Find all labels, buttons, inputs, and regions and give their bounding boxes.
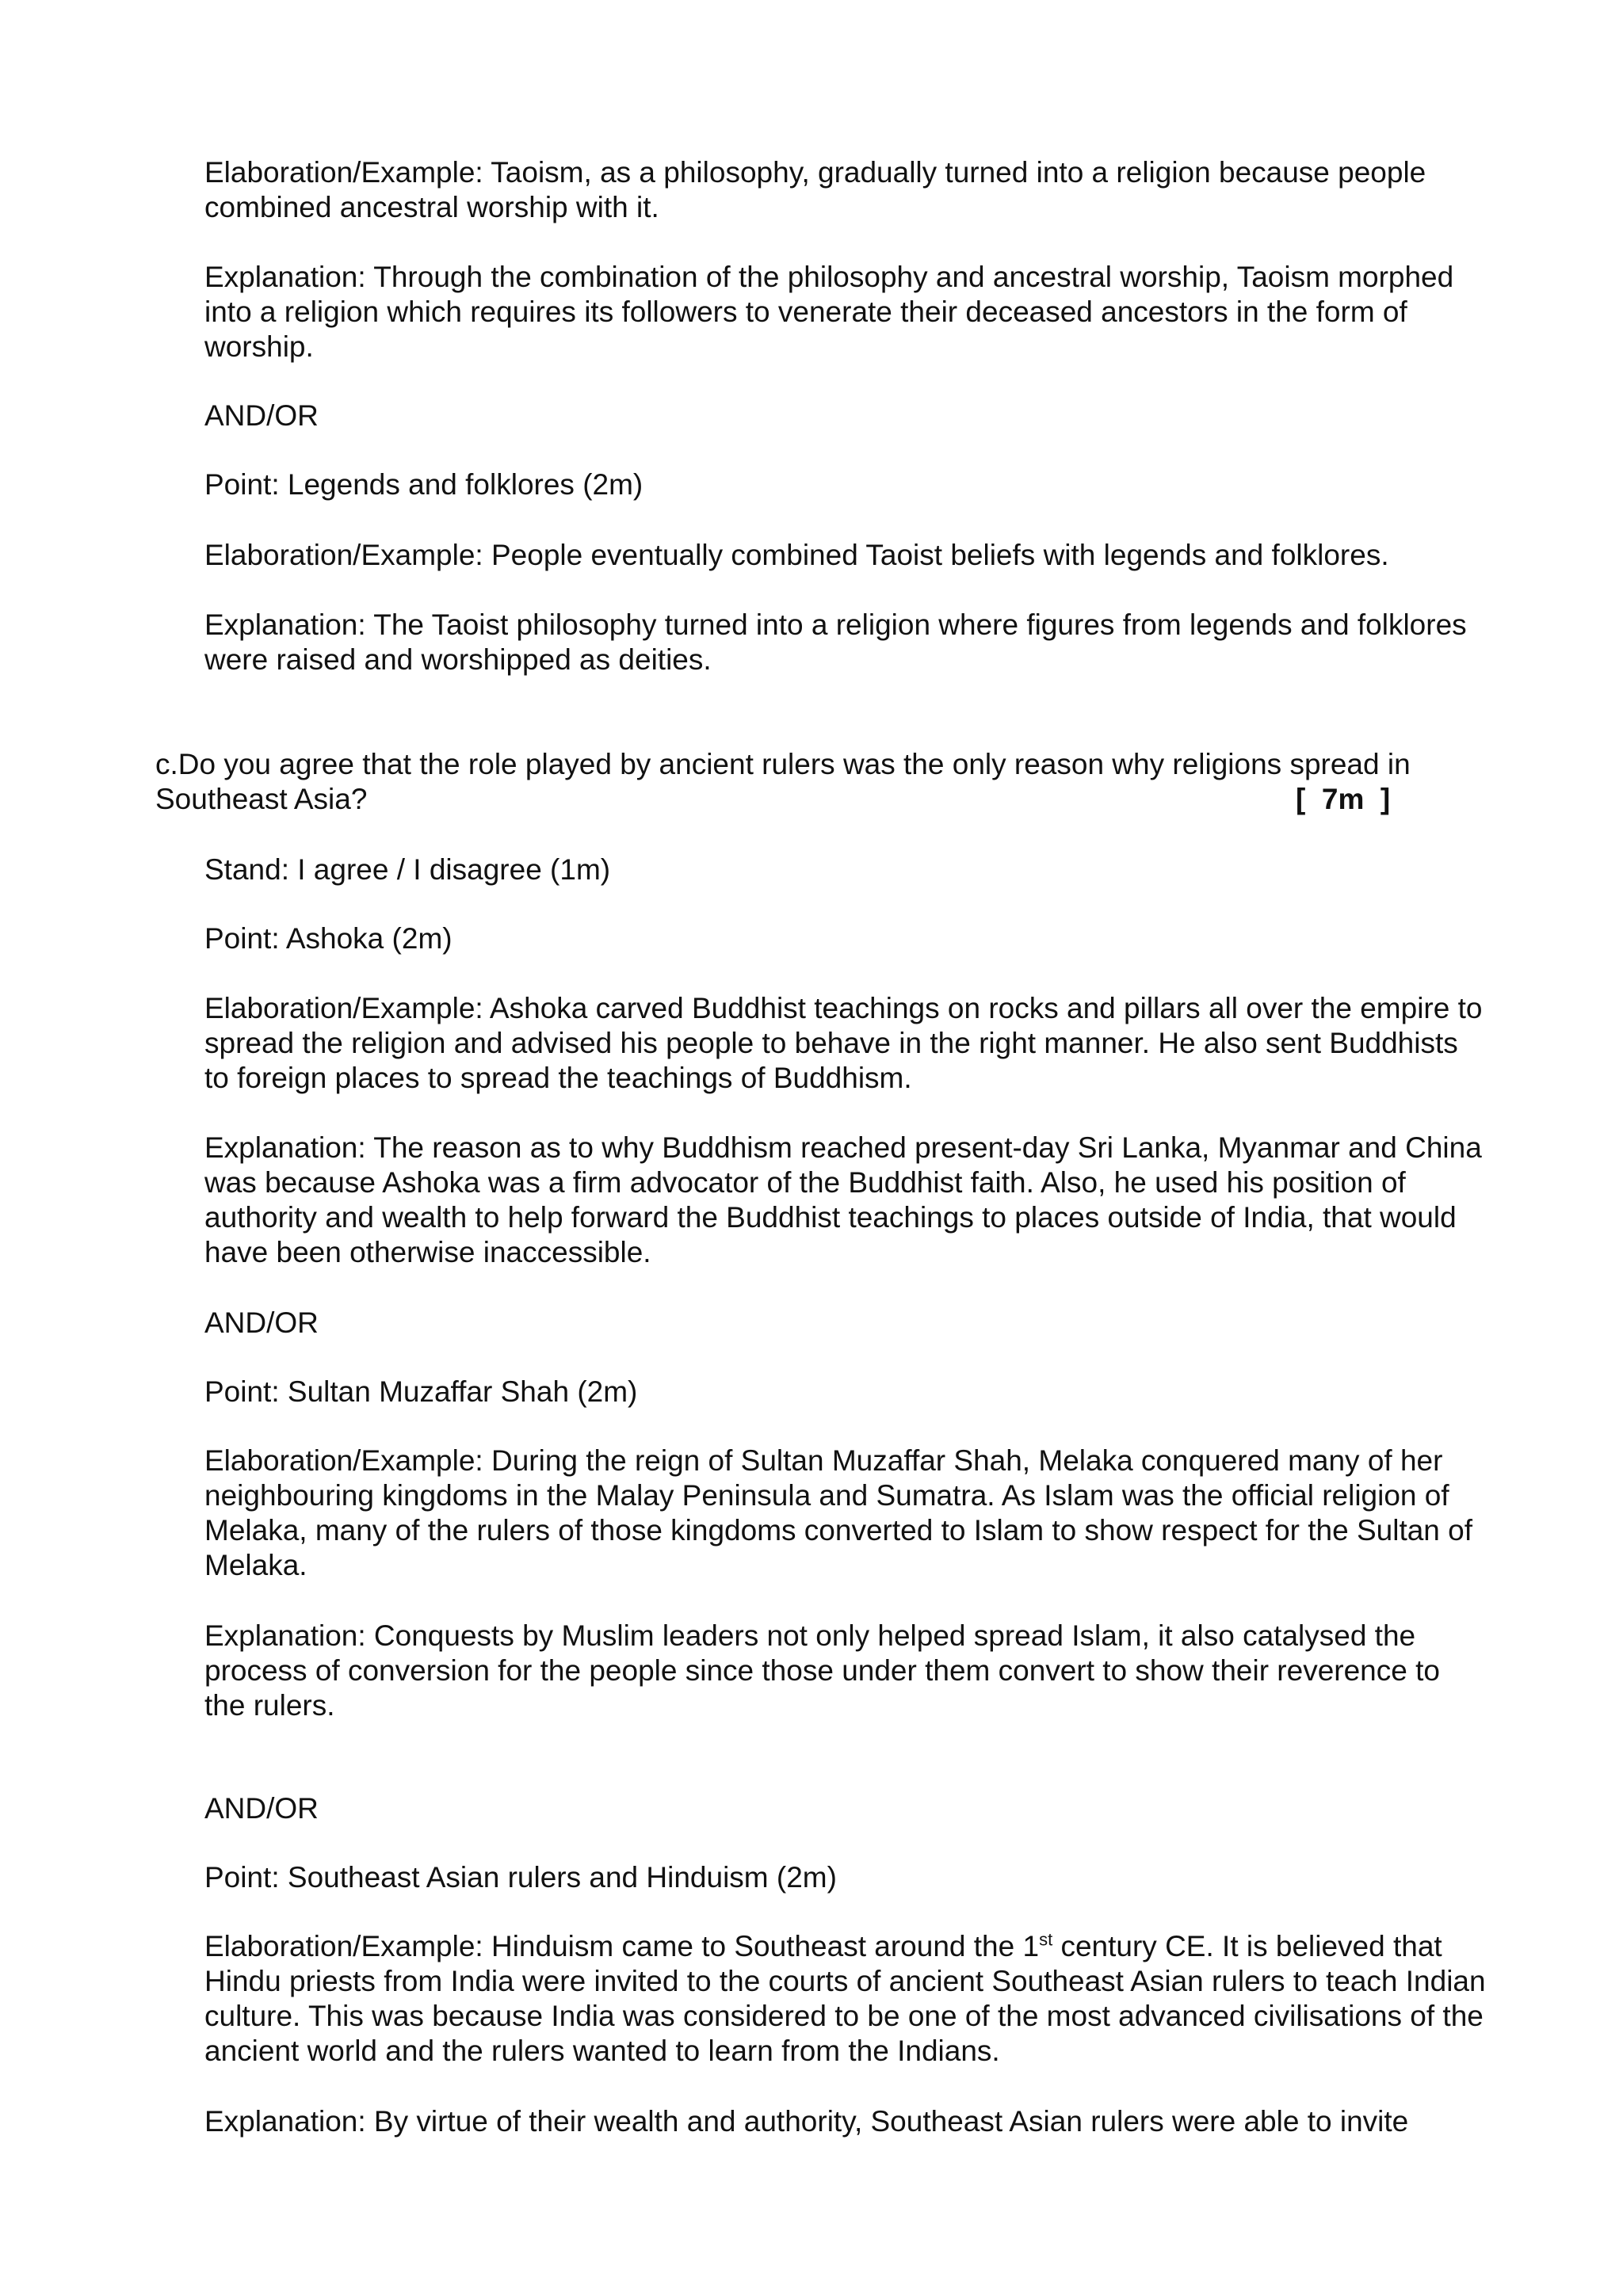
legends-explanation: Explanation: The Taoist philosophy turned into a religion where figures from legends and folklores were raised and worshipped as deities. [204, 608, 1467, 676]
and-or-separator: AND/OR [204, 1792, 319, 1825]
elaboration-text-end: century CE. It is believed that Hindu priests from India were invited to the courts of ancient Southeast Asian rulers to teach Indian culture. This was because India was considered to be one of the most advanced civilisations of the ancient world and the rulers wanted to learn from the Indians. [204, 1930, 1486, 2067]
ordinal-superscript: st [1039, 1929, 1053, 1950]
question-marks: [ 7m ] [1296, 783, 1391, 815]
legends-point: Point: Legends and folklores (2m) [204, 468, 643, 501]
southeast-asia-point: Point: Southeast Asian rulers and Hinduism (2m) [204, 1861, 837, 1894]
sultan-elaboration: Elaboration/Example: During the reign of Sultan Muzaffar Shah, Melaka conquered many of her neighbouring kingdoms in the Malay Peninsula and Sumatra. As Islam was the official religion of Melaka, many of the rulers of those kingdoms converted to Islam to show respect for the Sultan of Melaka. [204, 1444, 1473, 1581]
ashoka-elaboration: Elaboration/Example: Ashoka carved Buddhist teachings on rocks and pillars all over the empire to spread the religion and advised his people to behave in the right manner. He also sent Buddhists to foreign places to spread the teachings of Buddhism. [204, 992, 1483, 1094]
ashoka-explanation: Explanation: The reason as to why Buddhism reached present-day Sri Lanka, Myanmar and China was because Ashoka was a firm advocator of the Buddhist faith. Also, he used his position of authority and wealth to help forward the Buddhist teachings to places outside of India, that would have been otherwise inaccessible. [204, 1131, 1482, 1268]
question-c: c.Do you agree that the role played by ancient rulers was the only reason why religions spread in Southeast Asia? [155, 748, 1411, 815]
taoism-elaboration: Elaboration/Example: Taoism, as a philosophy, gradually turned into a religion because people combined ancestral worship with it. [204, 156, 1426, 223]
stand-line: Stand: I agree / I disagree (1m) [204, 853, 611, 886]
and-or-separator: AND/OR [204, 1306, 319, 1339]
southeast-asia-explanation: Explanation: By virtue of their wealth and authority, Southeast Asian rulers were able to invite [204, 2105, 1409, 2138]
and-or-separator: AND/OR [204, 399, 319, 432]
sultan-point: Point: Sultan Muzaffar Shah (2m) [204, 1375, 638, 1408]
taoism-explanation: Explanation: Through the combination of the philosophy and ancestral worship, Taoism morphed into a religion which requires its followers to venerate their deceased ancestors in the form of worship. [204, 261, 1454, 363]
legends-elaboration: Elaboration/Example: People eventually combined Taoist beliefs with legends and folklores. [204, 539, 1389, 571]
elaboration-text-start: Elaboration/Example: Hinduism came to Southeast around the 1 [204, 1930, 1040, 1962]
southeast-asia-elaboration [204, 1929, 1488, 2069]
ashoka-point: Point: Ashoka (2m) [204, 922, 453, 955]
sultan-explanation: Explanation: Conquests by Muslim leaders not only helped spread Islam, it also catalysed the process of conversion for the people since those under them convert to show their reverence to the rulers. [204, 1619, 1440, 1722]
